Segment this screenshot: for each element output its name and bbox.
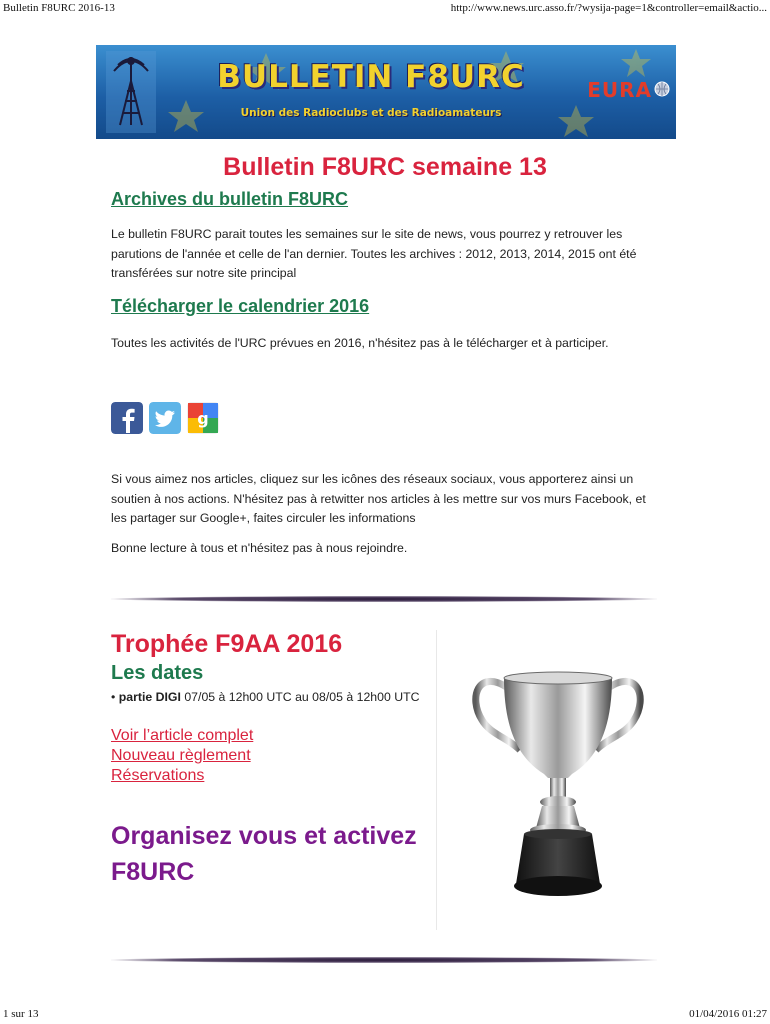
section-divider <box>111 596 657 602</box>
eura-globe-icon <box>654 81 670 97</box>
digi-label: partie DIGI <box>118 690 181 704</box>
radio-tower-logo <box>106 51 156 133</box>
facebook-icon[interactable] <box>111 402 143 434</box>
google-plus-icon[interactable] <box>187 402 219 434</box>
archives-link[interactable]: Archives du bulletin F8URC <box>111 189 349 209</box>
eura-logo-text: EURA <box>587 78 652 102</box>
banner-subtitle: Union des Radioclubs et des Radioamateurs <box>240 107 502 119</box>
calendar-download-link[interactable]: Télécharger le calendrier 2016 <box>111 296 370 316</box>
reservations-link[interactable]: Réservations <box>111 767 205 784</box>
print-footer <box>3 1008 767 1022</box>
svg-text:g: g <box>197 409 209 428</box>
archives-text: Le bulletin F8URC parait toutes les semaines sur le site de news, vous pourrez y retrouver les parutions de l'année et celle de l'an dernier. Toutes les archives : 2012, 2013, 2014, 2015 ont été transférées sur notre site principal <box>111 227 637 280</box>
dates-heading: Les dates <box>111 662 204 684</box>
digi-dates <box>111 688 431 707</box>
print-header-title: Bulletin F8URC 2016-13 <box>3 2 115 14</box>
full-article-link[interactable]: Voir l’article complet <box>111 727 254 744</box>
print-timestamp: 01/04/2016 01:27 <box>689 1008 767 1020</box>
trophy-image <box>468 658 648 906</box>
trophy-separator <box>436 630 449 930</box>
bulletin-banner <box>96 45 676 139</box>
social-icons <box>111 402 219 434</box>
trophy-title: Trophée F9AA 2016 <box>111 630 343 658</box>
digi-text: 07/05 à 12h00 UTC au 08/05 à 12h00 UTC <box>184 690 420 704</box>
page-title: Bulletin F8URC semaine 13 <box>223 153 547 181</box>
print-header-url: http://www.news.urc.asso.fr/?wysija-page=1&controller=email&actio... <box>450 2 767 14</box>
bullet: • <box>111 690 116 704</box>
section-divider-bottom <box>111 957 657 963</box>
twitter-icon[interactable] <box>149 402 181 434</box>
organise-heading: Organisez vous et activez F8URC <box>111 822 417 886</box>
calendar-text: Toutes les activités de l'URC prévues en 2016, n'hésitez pas à le télécharger et à participer. <box>111 336 609 350</box>
page-counter: 1 sur 13 <box>3 1008 39 1020</box>
closing-text: Bonne lecture à tous et n'hésitez pas à nous rejoindre. <box>111 541 408 555</box>
banner-title: BULLETIN F8URC <box>217 59 525 95</box>
print-header <box>3 2 767 16</box>
social-text: Si vous aimez nos articles, cliquez sur les icônes des réseaux sociaux, vous apporterez ainsi un soutien à nos actions. N'hésitez pas à retwitter nos articles à les mettre sur vos murs Facebook, et les partager sur Google+, faites circuler les informations <box>111 472 646 525</box>
new-rules-link[interactable]: Nouveau règlement <box>111 747 251 764</box>
